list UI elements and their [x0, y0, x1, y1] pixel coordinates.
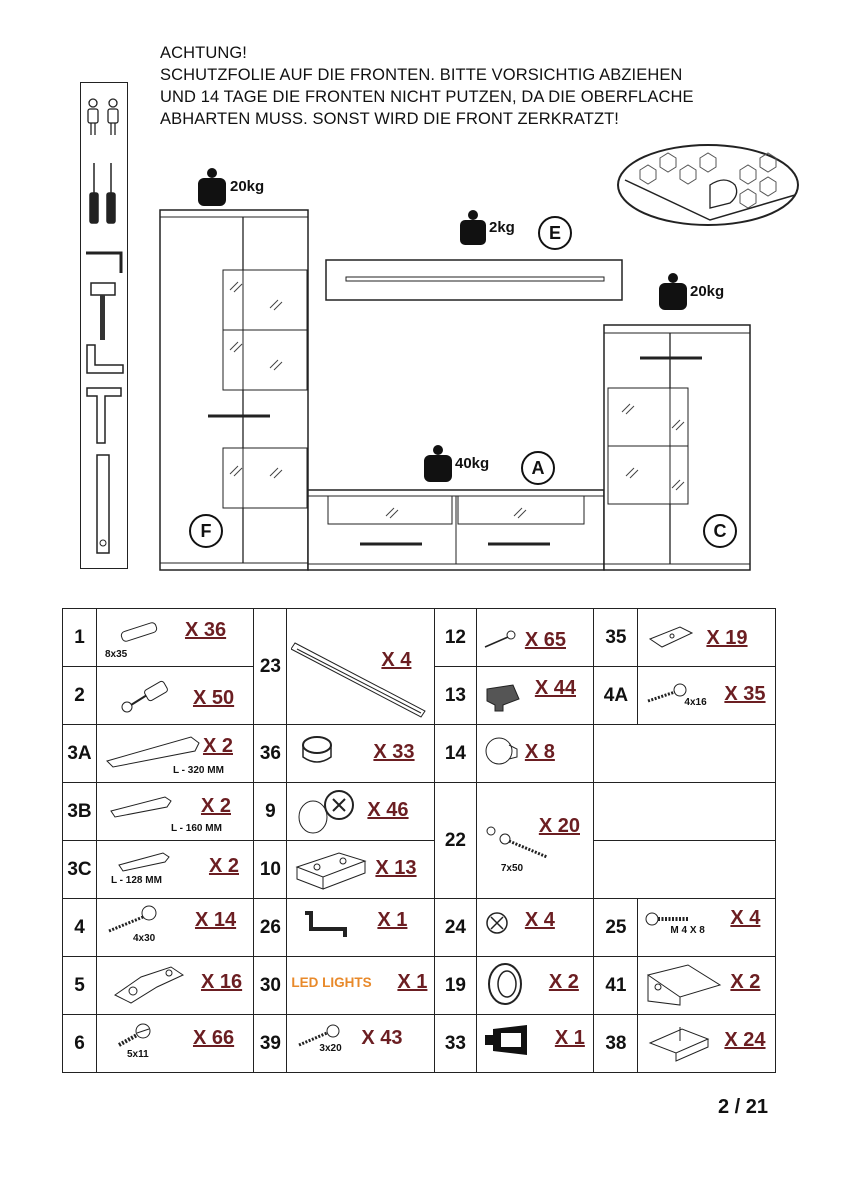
empty-cell — [594, 841, 776, 899]
part-quantity: X 1 — [377, 909, 408, 931]
part-quantity: X 4 — [381, 649, 412, 671]
part-cell — [287, 957, 435, 1015]
ring-icon — [485, 961, 525, 1007]
part-number: 26 — [254, 899, 287, 957]
part-size: 7x50 — [500, 863, 524, 874]
handle-icon — [115, 847, 175, 873]
part-size: 5x11 — [126, 1049, 149, 1060]
part-cell — [96, 725, 253, 783]
part-cell — [476, 667, 594, 725]
part-cell — [287, 725, 435, 783]
connector-icon — [483, 909, 515, 939]
part-cell — [638, 667, 776, 725]
part-quantity: X 20 — [538, 815, 580, 837]
part-cell — [638, 609, 776, 667]
part-quantity: X 44 — [534, 677, 576, 699]
part-number: 1 — [63, 609, 97, 667]
part-quantity: X 2 — [208, 855, 239, 877]
part-cell — [96, 609, 253, 667]
part-number: 39 — [254, 1015, 287, 1073]
part-quantity: X 66 — [192, 1027, 235, 1049]
part-quantity: X 43 — [361, 1027, 403, 1049]
cam-bolt-icon — [117, 677, 177, 717]
part-cell — [287, 783, 435, 841]
part-cell — [287, 1015, 435, 1073]
part-number: 23 — [254, 609, 287, 725]
label-a: A — [521, 451, 555, 485]
part-cell — [96, 667, 253, 725]
weight-icon — [459, 209, 487, 245]
part-cell — [476, 1015, 594, 1073]
part-quantity: X 36 — [184, 619, 227, 641]
part-number: 24 — [434, 899, 476, 957]
part-quantity: X 33 — [373, 741, 415, 763]
shelf-support-icon — [483, 679, 523, 713]
part-cell — [638, 899, 776, 957]
hinge-icon — [111, 961, 191, 1007]
part-quantity: X 50 — [192, 687, 235, 709]
part-quantity: X 16 — [200, 971, 243, 993]
part-quantity: X 14 — [194, 909, 237, 931]
part-cell — [476, 957, 594, 1015]
part-quantity: X 46 — [367, 799, 409, 821]
part-quantity: X 4 — [524, 909, 555, 931]
weight-label-right — [658, 272, 724, 310]
allen-key-icon — [301, 909, 355, 939]
block-icon — [293, 847, 371, 893]
part-number: 41 — [594, 957, 638, 1015]
page-number: 2 / 21 — [718, 1096, 769, 1118]
part-number: 38 — [594, 1015, 638, 1073]
cam-lock-icon — [297, 733, 337, 769]
knob-icon — [483, 735, 519, 769]
part-cell — [96, 899, 253, 957]
part-number: 13 — [434, 667, 476, 725]
part-size: 4x30 — [132, 933, 156, 944]
glue-icon — [483, 1023, 531, 1057]
part-size: 3x20 — [319, 1043, 342, 1054]
parts-table — [62, 608, 776, 1073]
weight-label-tv — [423, 444, 489, 482]
led-lights-label: LED LIGHTS — [291, 975, 372, 990]
part-number: 30 — [254, 957, 287, 1015]
bracket-icon — [644, 961, 724, 1009]
part-size: L - 128 MM — [110, 875, 162, 886]
furniture-illustration — [150, 140, 830, 580]
dowel-icon — [117, 619, 161, 645]
angle-bracket-icon — [646, 1021, 712, 1065]
part-cell — [476, 783, 594, 899]
part-cell — [638, 1015, 776, 1073]
label-e: E — [538, 216, 572, 250]
empty-cell — [594, 725, 776, 783]
part-number: 14 — [434, 725, 476, 783]
weight-value: 2kg — [489, 218, 515, 236]
empty-cell — [594, 783, 776, 841]
label-c: C — [703, 514, 737, 548]
weight-value: 40kg — [455, 454, 490, 472]
part-cell — [96, 841, 253, 899]
screw-icon — [115, 1021, 155, 1051]
warning-text — [160, 42, 694, 130]
plate-icon — [646, 623, 696, 653]
part-number: 33 — [434, 1015, 476, 1073]
screw-icon — [646, 681, 688, 705]
weight-label-shelf — [459, 209, 515, 245]
part-number: 4A — [594, 667, 638, 725]
part-number: 6 — [63, 1015, 97, 1073]
warning-line: ACHTUNG! — [160, 44, 247, 62]
label-f: F — [189, 514, 223, 548]
part-size: 8x35 — [104, 649, 128, 660]
part-number: 9 — [254, 783, 287, 841]
tools-panel — [80, 82, 128, 569]
part-quantity: X 1 — [554, 1027, 585, 1049]
part-size: 4x16 — [684, 697, 707, 708]
part-quantity: X 1 — [397, 971, 428, 993]
screw-icon — [107, 903, 159, 937]
part-number: 25 — [594, 899, 638, 957]
part-number: 3C — [63, 841, 97, 899]
tools-icon — [81, 83, 127, 568]
part-quantity: X 13 — [375, 857, 417, 879]
handle-icon — [107, 791, 177, 819]
part-size: L - 160 MM — [170, 823, 222, 834]
cam-connector-icon — [291, 787, 371, 837]
weight-label-left — [196, 166, 264, 206]
warning-line: SCHUTZFOLIE AUF DIE FRONTEN. BITTE VORSICHTIG ABZIEHEN — [160, 66, 683, 84]
part-quantity: X 8 — [524, 741, 555, 763]
part-quantity: X 2 — [730, 971, 761, 993]
part-cell — [638, 957, 776, 1015]
weight-icon — [423, 444, 453, 482]
part-number: 3A — [63, 725, 97, 783]
part-number: 10 — [254, 841, 287, 899]
part-quantity: X 24 — [724, 1029, 766, 1051]
part-number: 12 — [434, 609, 476, 667]
nail-icon — [483, 629, 517, 649]
part-size: M 4 X 8 — [670, 925, 705, 936]
part-number: 35 — [594, 609, 638, 667]
part-quantity: X 2 — [200, 795, 231, 817]
weight-value: 20kg — [230, 177, 265, 195]
part-number: 22 — [434, 783, 476, 899]
part-number: 3B — [63, 783, 97, 841]
weight-value: 20kg — [690, 282, 725, 300]
part-cell — [287, 609, 435, 725]
part-number: 4 — [63, 899, 97, 957]
warning-line: ABHARTEN MUSS. SONST WIRD DIE FRONT ZERKRATZT! — [160, 110, 619, 128]
weight-icon — [196, 166, 228, 206]
part-number: 19 — [434, 957, 476, 1015]
part-cell — [476, 725, 594, 783]
part-size: L - 320 MM — [172, 765, 224, 776]
part-cell — [96, 957, 253, 1015]
part-cell — [476, 899, 594, 957]
part-cell — [287, 841, 435, 899]
warning-line: UND 14 TAGE DIE FRONTEN NICHT PUTZEN, DA DIE OBERFLACHE — [160, 88, 694, 106]
weight-icon — [658, 272, 688, 310]
part-cell — [96, 783, 253, 841]
part-quantity: X 2 — [202, 735, 233, 757]
part-cell — [476, 609, 594, 667]
part-quantity: X 35 — [724, 683, 766, 705]
part-number: 2 — [63, 667, 97, 725]
part-number: 36 — [254, 725, 287, 783]
part-quantity: X 4 — [730, 907, 761, 929]
part-cell — [96, 1015, 253, 1073]
part-quantity: X 2 — [548, 971, 579, 993]
part-quantity: X 65 — [524, 629, 566, 651]
part-quantity: X 19 — [706, 627, 748, 649]
part-number: 5 — [63, 957, 97, 1015]
part-cell — [287, 899, 435, 957]
